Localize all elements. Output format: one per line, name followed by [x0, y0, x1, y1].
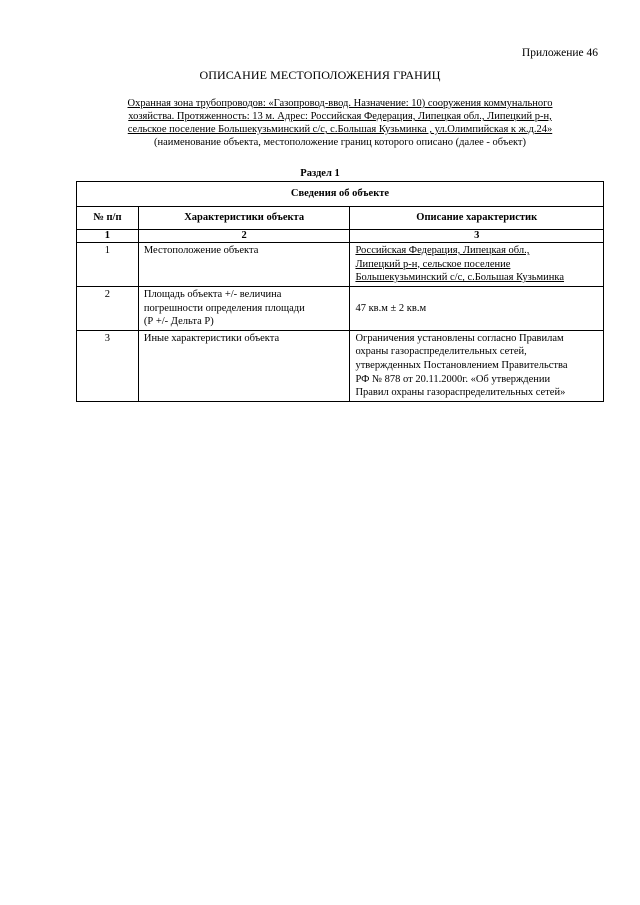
- table-group-header-row: [77, 182, 604, 207]
- row-characteristic: [138, 286, 350, 330]
- object-info-table: [76, 181, 604, 402]
- characteristic-line: (Р +/- Дельта Р): [143, 316, 214, 328]
- column-header-description: Описание характеристик: [350, 207, 604, 230]
- table-column-numbers-row: [77, 230, 604, 243]
- description-line: утвержденных Постановлением Правительства: [355, 360, 568, 372]
- characteristic-line: Иные характеристики объекта: [143, 332, 280, 344]
- description-line: Ограничения установлены согласно Правилам: [355, 332, 564, 344]
- object-name: [76, 97, 604, 136]
- row-description: [350, 243, 604, 287]
- column-header-characteristic: Характеристики объекта: [138, 207, 350, 230]
- table-group-header: Сведения об объекте: [77, 182, 604, 207]
- object-description-block: [76, 97, 604, 149]
- description-line: Российская Федерация, Липецкая обл.,: [355, 245, 530, 256]
- row-characteristic: [138, 330, 350, 401]
- column-number: 1: [77, 230, 139, 243]
- row-description: [350, 286, 604, 330]
- object-name-line: сельское поселение Большекузьминский с/с, с.Большая Кузьминка , ул.Олимпийская к ж.д.24»: [127, 124, 553, 135]
- row-description: [350, 330, 604, 401]
- description-line: охраны газораспределительных сетей,: [355, 346, 527, 358]
- row-characteristic: [138, 243, 350, 287]
- row-number: 1: [77, 243, 139, 287]
- column-number: 3: [350, 230, 604, 243]
- section-title: Раздел 1: [300, 168, 340, 179]
- description-line: РФ № 878 от 20.11.2000г. «Об утверждении: [355, 373, 551, 385]
- object-caption: (наименование объекта, местоположение границ которого описано (далее - объект): [153, 137, 527, 148]
- characteristic-line: погрешности определения площади: [143, 302, 305, 314]
- table-row: [77, 330, 604, 401]
- description-line: 47 кв.м ± 2 кв.м: [355, 302, 427, 314]
- table-header-row: [77, 207, 604, 230]
- description-line: Большекузьминский с/с, с.Большая Кузьминка: [355, 272, 565, 284]
- appendix-label: Приложение 46: [521, 47, 598, 59]
- description-line: Правил охраны газораспределительных сетей»: [355, 387, 566, 399]
- characteristic-line: Местоположение объекта: [143, 245, 259, 256]
- column-header-number: № п/п: [77, 207, 139, 230]
- row-number: 2: [77, 286, 139, 330]
- object-name-line: хозяйства. Протяженность: 13 м. Адрес: Российская Федерация, Липецкая обл., Липецкий р-н,: [128, 111, 552, 122]
- table-row: [77, 286, 604, 330]
- column-number: 2: [138, 230, 350, 243]
- document-title: ОПИСАНИЕ МЕСТОПОЛОЖЕНИЯ ГРАНИЦ: [199, 68, 441, 82]
- table-row: [77, 243, 604, 287]
- characteristic-line: Площадь объекта +/- величина: [143, 288, 282, 300]
- object-name-line: Охранная зона трубопроводов: «Газопровод-ввод. Назначение: 10) сооружения коммунального: [127, 98, 553, 109]
- row-number: 3: [77, 330, 139, 401]
- description-line: Липецкий р-н, сельское поселение: [355, 258, 511, 270]
